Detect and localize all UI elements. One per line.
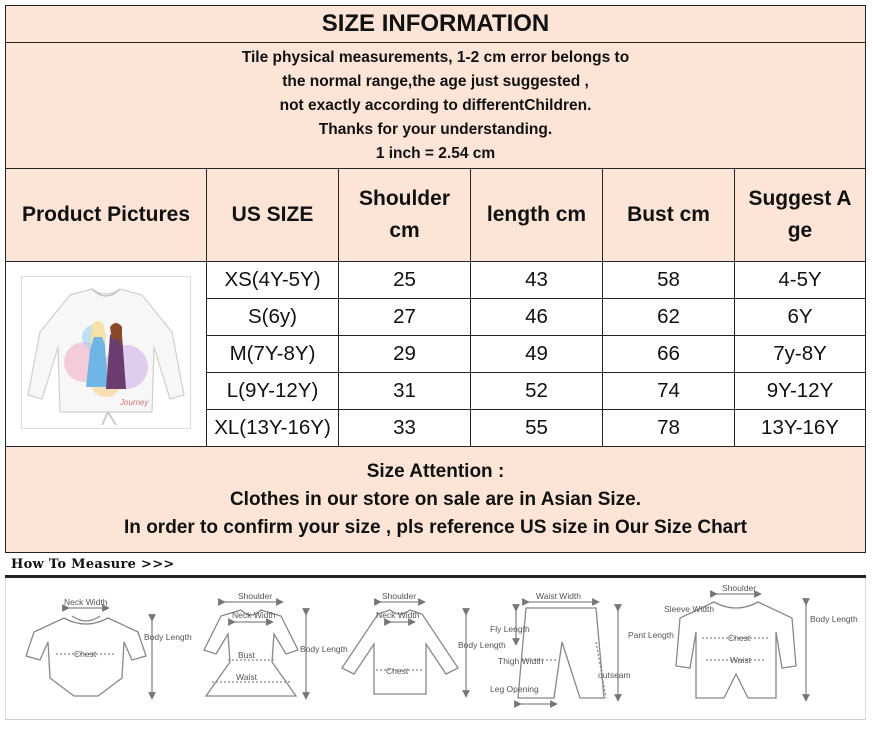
header-us-size: US SIZE xyxy=(206,168,339,262)
label-waist: Waist xyxy=(236,672,257,682)
attention-line: Clothes in our store on sale are in Asian Size. xyxy=(229,488,642,510)
label-neck-width: Neck Width xyxy=(232,610,276,620)
shoulder-cell: 29 xyxy=(338,335,471,373)
age-cell: 13Y-16Y xyxy=(734,409,866,447)
us-size-cell: S(6y) xyxy=(206,298,339,336)
us-size-cell: L(9Y-12Y) xyxy=(206,372,339,410)
notes-panel xyxy=(5,42,866,169)
header-suggest-age: Suggest A ge xyxy=(734,168,866,262)
bust-cell: 78 xyxy=(602,409,735,447)
age-cell: 7y-8Y xyxy=(734,335,866,373)
label-body-length: Body Length xyxy=(300,644,348,654)
label-shoulder: Shoulder xyxy=(722,583,757,593)
age-cell: 9Y-12Y xyxy=(734,372,866,410)
length-cell: 46 xyxy=(470,298,603,336)
us-size-cell: XL(13Y-16Y) xyxy=(206,409,339,447)
note-line: Thanks for your understanding. xyxy=(318,120,553,138)
age-cell: 6Y xyxy=(734,298,866,336)
label-sleeve-width: Sleeve Width xyxy=(664,604,715,614)
label-bust: Bust xyxy=(238,650,256,660)
label-outseam: outseam xyxy=(598,670,631,680)
label-body-length: Body Length xyxy=(810,614,858,624)
label-waist: Waist xyxy=(730,655,751,665)
bust-cell: 62 xyxy=(602,298,735,336)
header-length: length cm xyxy=(470,168,603,262)
length-cell: 49 xyxy=(470,335,603,373)
note-line: Tile physical measurements, 1-2 cm error belongs to xyxy=(241,48,630,66)
bust-cell: 74 xyxy=(602,372,735,410)
label-waist-width: Waist Width xyxy=(536,591,582,601)
header-product-pictures: Product Pictures xyxy=(5,168,207,262)
shoulder-cell: 27 xyxy=(338,298,471,336)
label-pant-length: Pant Length xyxy=(628,630,674,640)
page-title: SIZE INFORMATION xyxy=(321,10,550,37)
length-cell: 43 xyxy=(470,261,603,299)
us-size-cell: XS(4Y-5Y) xyxy=(206,261,339,299)
label-chest: Chest xyxy=(728,633,751,643)
label-leg-opening: Leg Opening xyxy=(490,684,539,694)
label-fly-length: Fly Length xyxy=(490,624,530,634)
label-neck-width: Neck Width xyxy=(376,610,420,620)
shoulder-cell: 33 xyxy=(338,409,471,447)
svg-text:Journey: Journey xyxy=(120,398,149,407)
label-neck-width: Neck Width xyxy=(64,597,108,607)
note-line: not exactly according to differentChildren. xyxy=(279,96,592,114)
length-cell: 55 xyxy=(470,409,603,447)
measure-diagrams xyxy=(5,578,866,720)
product-image xyxy=(21,276,191,429)
measure-heading: How To Measure >>> xyxy=(11,557,175,572)
label-thigh-width: Thigh Width xyxy=(498,656,544,666)
bust-cell: 66 xyxy=(602,335,735,373)
label-shoulder: Shoulder xyxy=(238,591,273,601)
shoulder-cell: 25 xyxy=(338,261,471,299)
label-body-length: Body Length xyxy=(144,632,192,642)
measure-heading-bar xyxy=(5,552,866,578)
bust-cell: 58 xyxy=(602,261,735,299)
length-cell: 52 xyxy=(470,372,603,410)
title-bar xyxy=(5,5,866,43)
label-body-length: Body Length xyxy=(458,640,506,650)
label-shoulder: Shoulder xyxy=(382,591,417,601)
note-line: the normal range,the age just suggested , xyxy=(282,72,589,90)
attention-line: In order to confirm your size , pls reference US size in Our Size Chart xyxy=(124,516,747,538)
label-chest: Chest xyxy=(386,666,409,676)
age-cell: 4-5Y xyxy=(734,261,866,299)
label-chest: Chest xyxy=(74,649,97,659)
note-line: 1 inch = 2.54 cm xyxy=(375,144,496,162)
shoulder-cell: 31 xyxy=(338,372,471,410)
attention-panel xyxy=(5,446,866,553)
us-size-cell: M(7Y-8Y) xyxy=(206,335,339,373)
header-bust: Bust cm xyxy=(602,168,735,262)
attention-heading: Size Attention : xyxy=(366,460,505,482)
header-shoulder: Shoulder cm xyxy=(338,168,471,262)
